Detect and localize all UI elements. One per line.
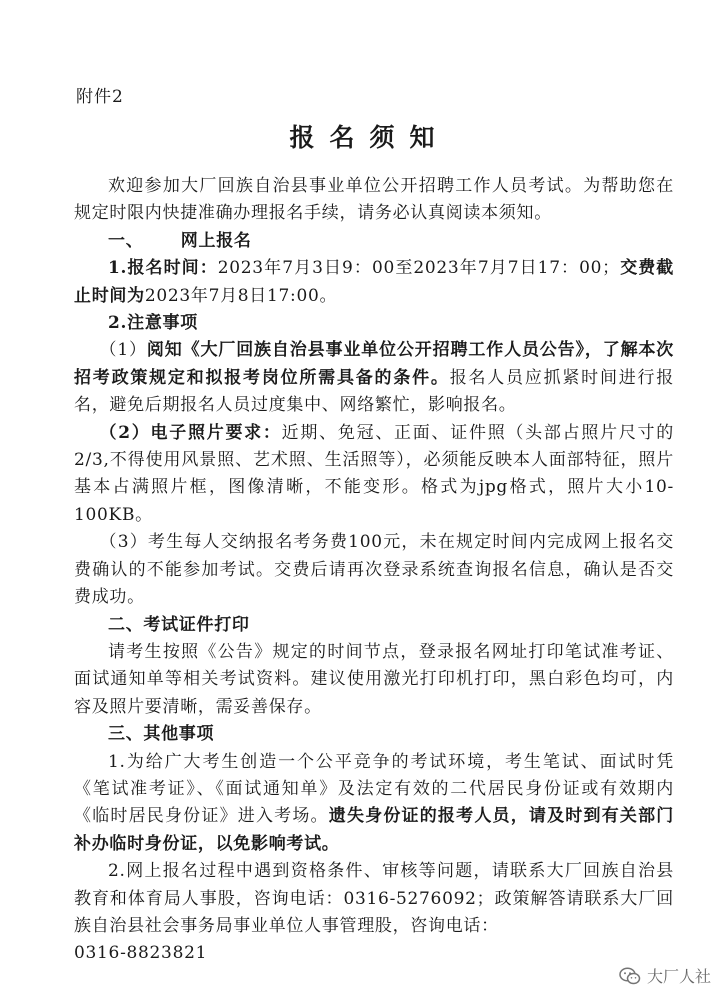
note-1-text: 报名人员应抓紧时间进行报名，避免后期报名人员过度集中、网络繁忙，影响报名。 (74, 367, 675, 416)
section1-number: 一、 (108, 230, 144, 251)
contact-phone: 0316-8823821 (74, 943, 208, 964)
attachment-label: 附件2 (76, 87, 124, 107)
section3-heading: 三、其他事项 (108, 724, 215, 745)
note-2-paragraph (74, 420, 674, 530)
section1-title: 网上报名 (180, 230, 252, 251)
section1-heading (74, 228, 674, 255)
wechat-icon (619, 967, 641, 985)
section2-paragraph: 请考生按照《公告》规定的时间节点，登录报名网址打印笔试准考证、面试通知单等相关考试资料。建议使用激光打印机打印，黑白彩色均可，内容及照片要清晰，需妥善保存。 (74, 641, 674, 717)
watermark (619, 964, 711, 987)
registration-time-paragraph (74, 255, 674, 310)
watermark-text: 大厂人社 (646, 967, 711, 986)
registration-time-value: 2023年7月3日9：00至2023年7月7日17：00； (217, 258, 620, 279)
note-1-number: （1） (99, 340, 147, 361)
intro-paragraph: 欢迎参加大厂回族自治县事业单位公开招聘工作人员考试。为帮助您在规定时限内快捷准确办理报名手续，请务必认真阅读本须知。 (74, 176, 674, 224)
registration-time-label: 1.报名时间： (108, 258, 218, 279)
note-3-paragraph: （3）考生每人交纳报名考务费100元，未在规定时间内完成网上报名交费确认的不能参加考试。交费后请再次登录系统查询报名信息，确认是否交费成功。 (74, 532, 674, 608)
section3-item2-paragraph: 2.网上报名过程中遇到资格条件、审核等问题，请联系大厂回族自治县教育和体育局人事股，咨询电话：0316-5276092；政策解答请联系大厂回族自治县社会事务局事业单位人事管理股，咨询电话： (74, 861, 674, 936)
section2-heading: 二、考试证件打印 (108, 614, 250, 635)
note-2-text: 近期、免冠、正面、证件照（头部占照片尺寸的2/3,不得使用风景照、艺术照、生活照等），必须能反映本人面部特征，照片基本占满照片框，图像清晰，不能变形。格式为jpg格式，照片大小10-100KB。 (74, 422, 674, 525)
notes-heading: 2.注意事项 (108, 313, 198, 334)
fee-deadline-value: 2023年7月8日17:00。 (144, 285, 338, 306)
section3-item1-bold-text: 遗失身份证的报考人员，请及时到有关部门补办临时身份证，以免影响考试。 (74, 806, 674, 854)
page-title: 报名须知 (289, 123, 450, 152)
note-1-paragraph (74, 337, 674, 419)
document-body (74, 173, 674, 968)
note-2-bold-text: （2）电子照片要求： (99, 422, 282, 443)
section3-item1-paragraph (74, 749, 674, 859)
fee-deadline-label: 交费截止时间为 (74, 258, 674, 306)
note-1-bold-text: 阅知《大厂回族自治县事业单位公开招聘工作人员公告》，了解本次招考政策规定和拟报考岗位所需具备的条件。 (74, 340, 675, 388)
section3-item1-text: 1.为给广大考生创造一个公平竞争的考试环境，考生笔试、面试时凭《笔试准考证》、《面试通知单》及法定有效的二代居民身份证或有效期内《临时居民身份证》进入考场。 (74, 751, 674, 827)
